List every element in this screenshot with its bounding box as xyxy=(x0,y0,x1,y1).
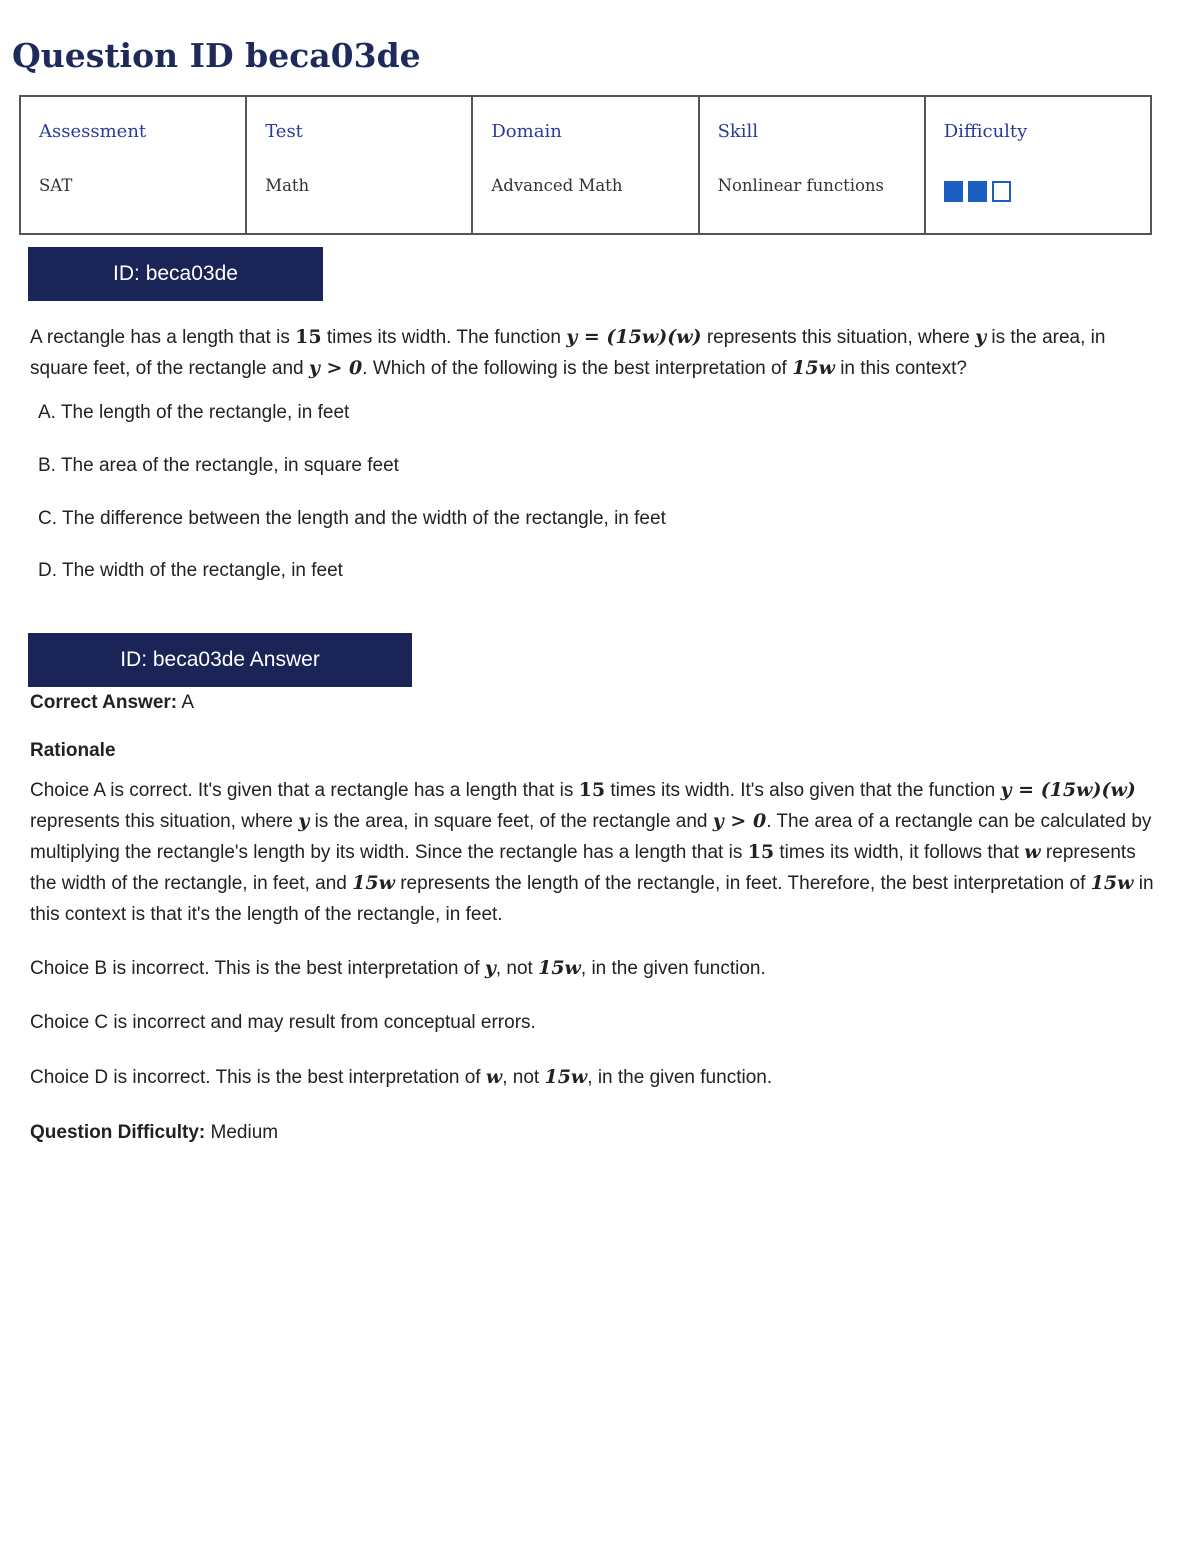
rationale-heading: Rationale xyxy=(30,740,116,761)
skill-label: Skill xyxy=(717,121,759,142)
rationale-text: represents the length of the rectangle, in feet. Therefore, the best interpretation of xyxy=(394,873,1091,894)
question-stem xyxy=(30,322,1165,384)
question-metadata-table xyxy=(19,95,1152,235)
answer-choice-b[interactable] xyxy=(38,455,399,477)
answer-choice-d[interactable] xyxy=(38,560,343,582)
difficulty-bar-1 xyxy=(944,181,963,202)
math-expression: 15w xyxy=(538,957,581,979)
stem-text: . Which of the following is the best interpretation of xyxy=(362,358,793,379)
choice-letter: A. xyxy=(38,402,56,423)
rationale-text: . The area of a rectangle can be calculated by multiplying the rectangle's length by its width. Since the rectangle has a length that is xyxy=(30,811,1152,863)
math-variable: w xyxy=(485,1066,503,1088)
question-difficulty xyxy=(30,1122,278,1144)
math-expression: 15w xyxy=(1090,872,1134,894)
correct-answer-label: Correct Answer: xyxy=(30,692,178,713)
math-variable: y xyxy=(484,957,496,979)
math-number: 15 xyxy=(747,841,775,863)
domain-value: Advanced Math xyxy=(491,176,623,195)
assessment-value: SAT xyxy=(39,176,73,195)
answer-id-banner: ID: beca03de Answer xyxy=(28,633,412,687)
rationale-text: represents this situation, where xyxy=(30,811,299,832)
math-variable: y xyxy=(975,326,987,348)
skill-cell xyxy=(699,96,925,234)
choice-text: The width of the rectangle, in feet xyxy=(62,560,343,581)
math-variable: w xyxy=(1024,841,1041,863)
rationale-text: in this context is that it's the length of the rectangle, in feet. xyxy=(30,873,1154,925)
test-label: Test xyxy=(265,121,303,142)
correct-answer xyxy=(30,692,194,714)
rationale-text: times its width, it follows that xyxy=(774,842,1025,863)
difficulty-bar-3 xyxy=(992,181,1011,202)
rationale-choice-a xyxy=(30,775,1165,930)
choice-text: The length of the rectangle, in feet xyxy=(60,402,350,423)
stem-text: is the area, in square feet, of the rectangle and xyxy=(30,327,1106,379)
rationale-text: Choice D is incorrect. This is the best interpretation of xyxy=(30,1067,486,1088)
math-expression: 15w xyxy=(352,872,395,894)
math-inequality: y > 0 xyxy=(308,357,363,379)
rationale-choice-c: Choice C is incorrect and may result from conceptual errors. xyxy=(30,1012,536,1033)
difficulty-bar-2 xyxy=(968,181,987,202)
test-value: Math xyxy=(265,176,310,195)
math-inequality: y > 0 xyxy=(712,810,767,832)
choice-text: The difference between the length and the width of the rectangle, in feet xyxy=(62,508,666,529)
skill-value: Nonlinear functions xyxy=(717,176,885,195)
assessment-label: Assessment xyxy=(39,121,147,142)
metadata-row xyxy=(20,96,1151,234)
rationale-text: , not xyxy=(502,1067,545,1088)
stem-text: times its width. The function xyxy=(321,327,567,348)
answer-choice-a[interactable] xyxy=(38,402,349,424)
stem-text: A rectangle has a length that is xyxy=(30,327,296,348)
math-number: 15 xyxy=(578,779,606,801)
domain-label: Domain xyxy=(491,121,562,142)
question-id-banner: ID: beca03de xyxy=(28,247,323,301)
rationale-text: , in the given function. xyxy=(580,958,766,979)
assessment-cell xyxy=(20,96,246,234)
math-function: y = (15w)(w) xyxy=(566,326,702,348)
rationale-text: , in the given function. xyxy=(587,1067,773,1088)
rationale-choice-d xyxy=(30,1062,1165,1093)
rationale-text: Choice B is incorrect. This is the best interpretation of xyxy=(30,958,485,979)
rationale-text: , not xyxy=(495,958,539,979)
rationale-choice-b xyxy=(30,953,1165,984)
choice-letter: D. xyxy=(38,560,57,581)
rationale-text: represents the width of the rectangle, in feet, and xyxy=(30,842,1136,894)
choice-letter: B. xyxy=(38,455,56,476)
stem-text: in this context? xyxy=(834,358,967,379)
math-function: y = (15w)(w) xyxy=(1000,779,1136,801)
correct-answer-value: A xyxy=(181,692,195,713)
question-difficulty-label: Question Difficulty: xyxy=(30,1122,206,1143)
difficulty-bars-icon xyxy=(944,181,1132,202)
question-difficulty-value: Medium xyxy=(210,1122,279,1143)
rationale-text: is the area, in square feet, of the rectangle and xyxy=(309,811,713,832)
domain-cell xyxy=(472,96,698,234)
test-cell xyxy=(246,96,472,234)
math-variable: y xyxy=(298,810,310,832)
difficulty-cell xyxy=(925,96,1151,234)
math-expression: 15w xyxy=(792,357,835,379)
rationale-text: times its width. It's also given that the function xyxy=(605,780,1001,801)
page-title: Question ID beca03de xyxy=(12,36,421,75)
rationale-text: Choice A is correct. It's given that a rectangle has a length that is xyxy=(30,780,579,801)
answer-choice-c[interactable] xyxy=(38,508,666,530)
choice-text: The area of the rectangle, in square feet xyxy=(60,455,399,476)
choice-letter: C. xyxy=(38,508,57,529)
math-expression: 15w xyxy=(544,1066,588,1088)
stem-text: represents this situation, where xyxy=(701,327,976,348)
difficulty-label: Difficulty xyxy=(943,121,1028,142)
math-number: 15 xyxy=(295,326,322,348)
